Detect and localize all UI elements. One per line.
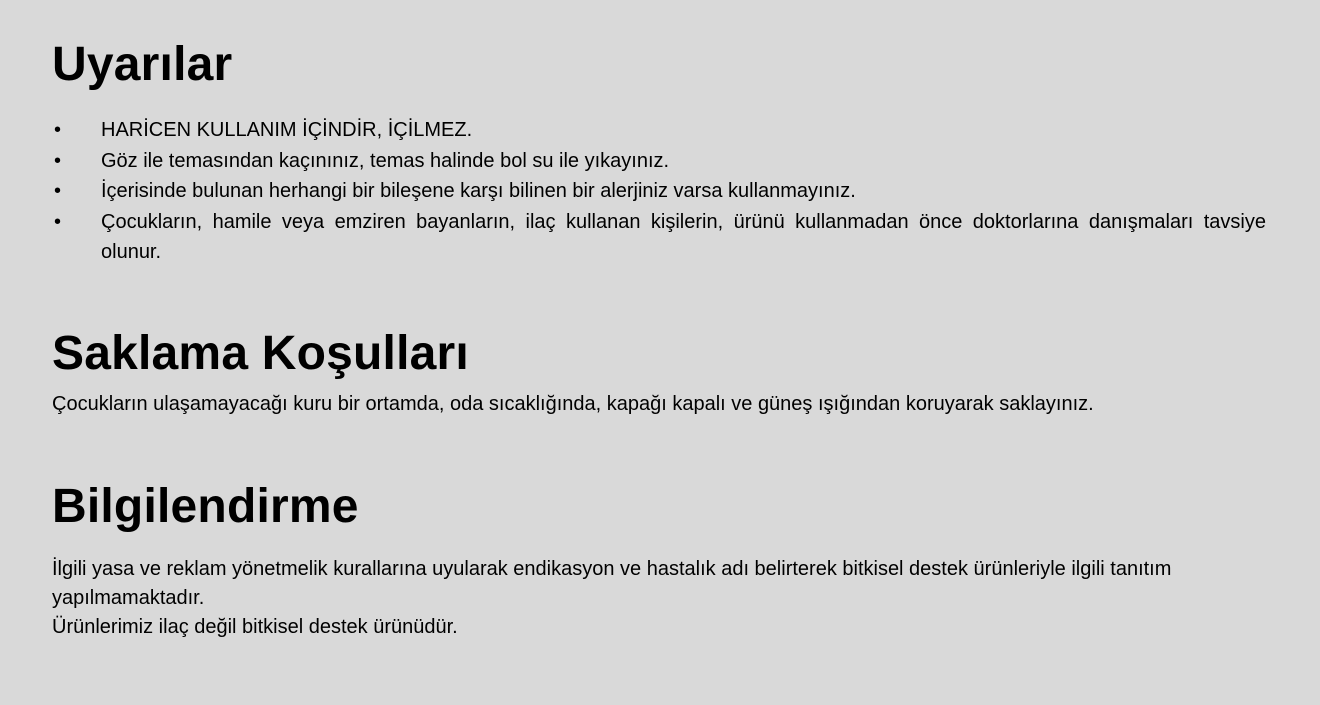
bullet-icon: • <box>54 210 62 233</box>
info-text <box>52 555 1266 642</box>
bullet-icon: • <box>54 149 62 172</box>
warning-text: Göz ile temasından kaçınınız, temas halinde bol su ile yıkayınız. <box>101 149 670 172</box>
warning-item <box>52 176 1266 207</box>
warning-item <box>52 115 1266 146</box>
bullet-icon: • <box>54 119 62 141</box>
info-paragraph: Ürünlerimiz ilaç değil bitkisel destek ürünüdür. <box>52 616 458 638</box>
warning-item <box>52 146 1266 177</box>
warnings-list <box>52 115 1266 268</box>
warning-text: İçerisinde bulunan herhangi bir bileşene karşı bilinen bir alerjiniz varsa kullanmayınız. <box>101 180 856 202</box>
warning-text: HARİCEN KULLANIM İÇİNDİR, İÇİLMEZ. <box>101 119 473 141</box>
storage-heading: Saklama Koşulları <box>52 327 469 380</box>
storage-text: Çocukların ulaşamayacağı kuru bir ortamda, oda sıcaklığında, kapağı kapalı ve güneş ışığından koruyarak saklayınız. <box>52 393 1094 415</box>
warnings-heading: Uyarılar <box>52 38 233 91</box>
warning-item <box>52 207 1266 268</box>
info-paragraph: İlgili yasa ve reklam yönetmelik kurallarına uyularak endikasyon ve hastalık adı belirterek bitkisel destek ürünleriyle ilgili tanıtım yapılmamaktadır. <box>52 558 1172 609</box>
info-heading: Bilgilendirme <box>52 480 359 533</box>
bullet-icon: • <box>54 180 62 202</box>
warning-text: Çocukların, hamile veya emziren bayanların, ilaç kullanan kişilerin, ürünü kullanmadan önce doktorlarına danışmaları tavsiye olunur. <box>101 210 1266 263</box>
